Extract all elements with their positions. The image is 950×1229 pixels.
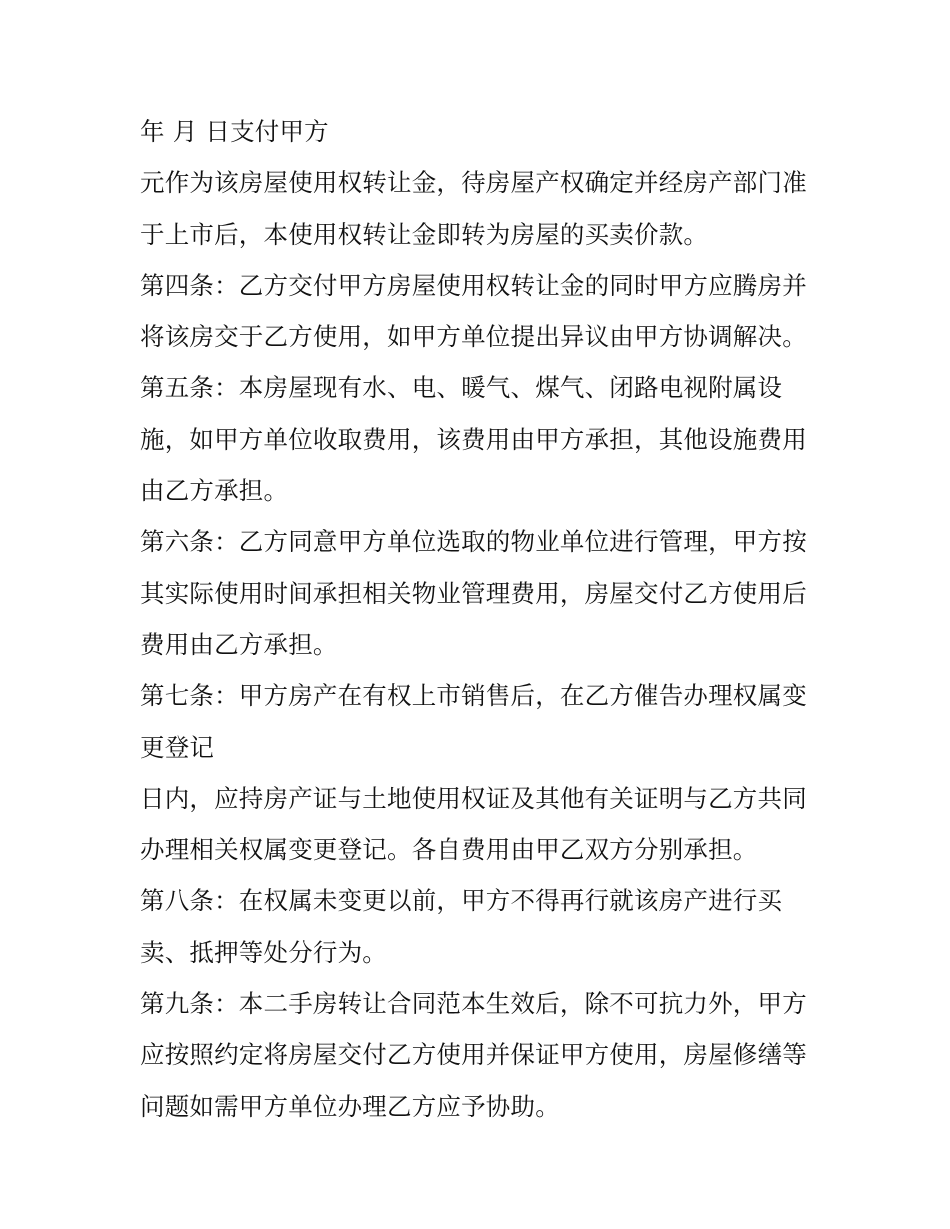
text-line: 办理相关权属变更登记。各自费用由甲乙双方分别承担。	[140, 835, 758, 865]
text-line: 第四条：乙方交付甲方房屋使用权转让金的同时甲方应腾房并	[140, 270, 807, 300]
text-line: 第七条：甲方房产在有权上市销售后，在乙方催告办理权属变	[140, 681, 807, 711]
text-line: 第六条：乙方同意甲方单位选取的物业单位进行管理，甲方按	[140, 527, 807, 557]
text-line: 卖、抵押等处分行为。	[140, 937, 387, 967]
text-line: 第九条：本二手房转让合同范本生效后，除不可抗力外，甲方	[140, 989, 807, 1019]
text-line: 费用由乙方承担。	[140, 629, 338, 659]
text-line: 由乙方承担。	[140, 476, 289, 506]
text-line: 施，如甲方单位收取费用，该费用由甲方承担，其他设施费用	[140, 424, 807, 454]
text-line: 将该房交于乙方使用，如甲方单位提出异议由甲方协调解决。	[140, 322, 807, 352]
text-line: 应按照约定将房屋交付乙方使用并保证甲方使用，房屋修缮等	[140, 1040, 807, 1070]
text-line: 于上市后，本使用权转让金即转为房屋的买卖价款。	[140, 219, 709, 249]
text-line: 第五条：本房屋现有水、电、暖气、煤气、闭路电视附属设	[140, 373, 783, 403]
text-line: 更登记	[140, 732, 215, 762]
text-line: 日内，应持房产证与土地使用权证及其他有关证明与乙方共同	[140, 783, 807, 813]
text-line: 第八条：在权属未变更以前，甲方不得再行就该房产进行买	[140, 886, 783, 916]
text-line: 问题如需甲方单位办理乙方应予协助。	[140, 1091, 560, 1121]
document-body	[140, 106, 820, 1132]
text-line: 其实际使用时间承担相关物业管理费用，房屋交付乙方使用后	[140, 578, 807, 608]
text-line: 年 月 日支付甲方	[140, 117, 329, 146]
text-line: 元作为该房屋使用权转让金，待房屋产权确定并经房产部门准	[140, 168, 807, 198]
